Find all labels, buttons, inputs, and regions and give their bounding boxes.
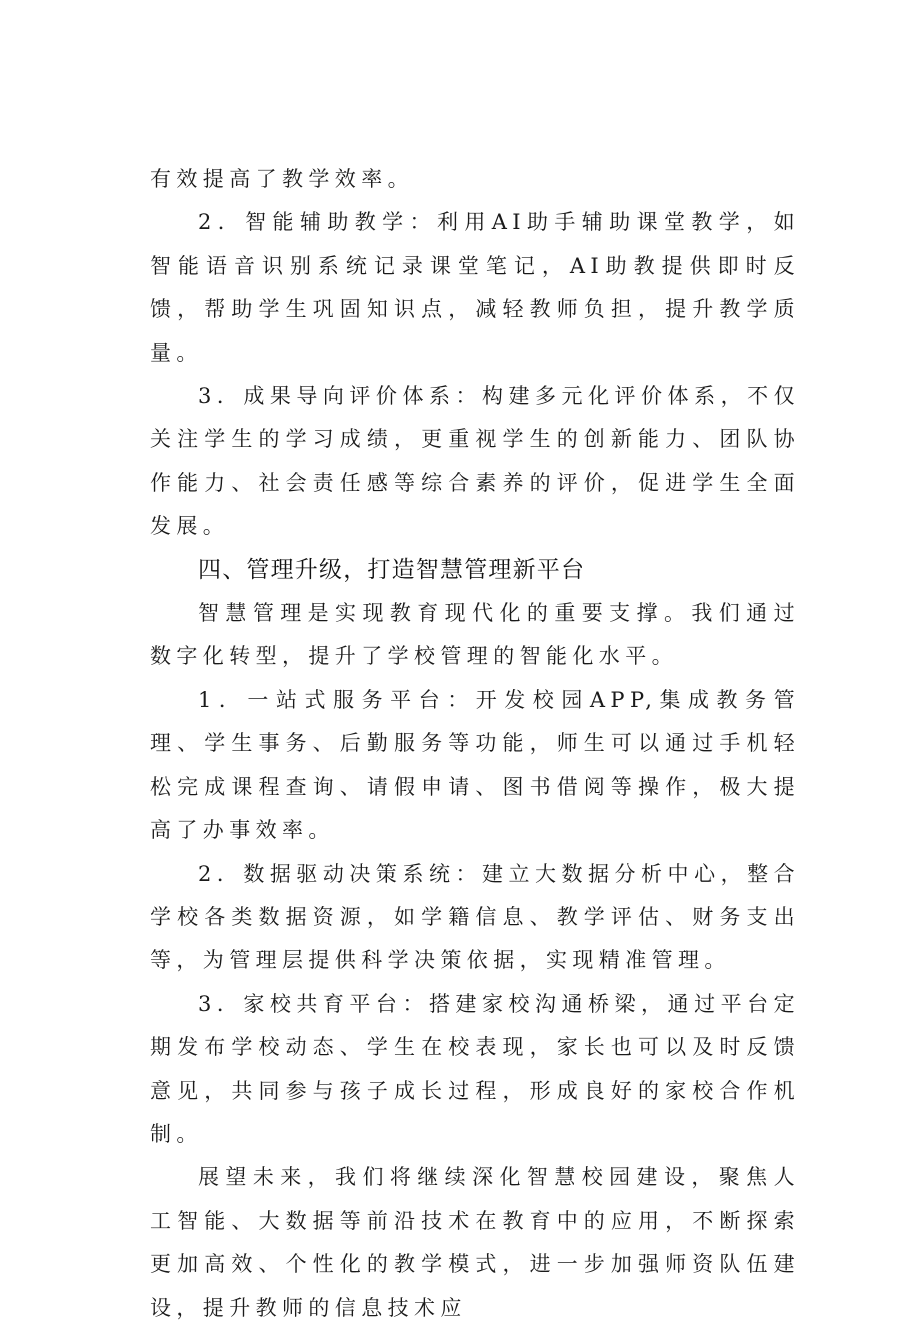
paragraph-outcome-evaluation: 3．成果导向评价体系：构建多元化评价体系，不仅关注学生的学习成绩，更重视学生的创新能力、团队协作能力、社会责任感等综合素养的评价，促进学生全面发展。 bbox=[150, 384, 800, 539]
section-heading-management: 四、管理升级，打造智慧管理新平台 bbox=[198, 556, 586, 583]
document-body bbox=[150, 158, 800, 1330]
paragraph-continuation: 有效提高了教学效率。 bbox=[150, 167, 414, 191]
paragraph-outlook: 展望未来，我们将继续深化智慧校园建设，聚焦人工智能、大数据等前沿技术在教育中的应用，不断探索更加高效、个性化的教学模式，进一步加强师资队伍建设，提升教师的信息技术应 bbox=[150, 1165, 800, 1320]
paragraph-smart-management-intro: 智慧管理是实现教育现代化的重要支撑。我们通过数字化转型，提升了学校管理的智能化水平。 bbox=[150, 601, 800, 669]
paragraph-one-stop-platform: 1．一站式服务平台：开发校园APP,集成教务管理、学生事务、后勤服务等功能，师生可以通过手机轻松完成课程查询、请假申请、图书借阅等操作，极大提高了办事效率。 bbox=[150, 687, 800, 843]
paragraph-home-school-platform: 3．家校共育平台：搭建家校沟通桥梁，通过平台定期发布学校动态、学生在校表现，家长也可以及时反馈意见，共同参与孩子成长过程，形成良好的家校合作机制。 bbox=[150, 991, 800, 1146]
paragraph-data-driven-decision: 2．数据驱动决策系统：建立大数据分析中心，整合学校各类数据资源，如学籍信息、教学评估、财务支出等，为管理层提供科学决策依据，实现精准管理。 bbox=[150, 861, 800, 973]
paragraph-smart-assisted-teaching: 2．智能辅助教学：利用AI助手辅助课堂教学，如智能语音识别系统记录课堂笔记，AI助教提供即时反馈，帮助学生巩固知识点，减轻教师负担，提升教学质量。 bbox=[150, 210, 800, 365]
